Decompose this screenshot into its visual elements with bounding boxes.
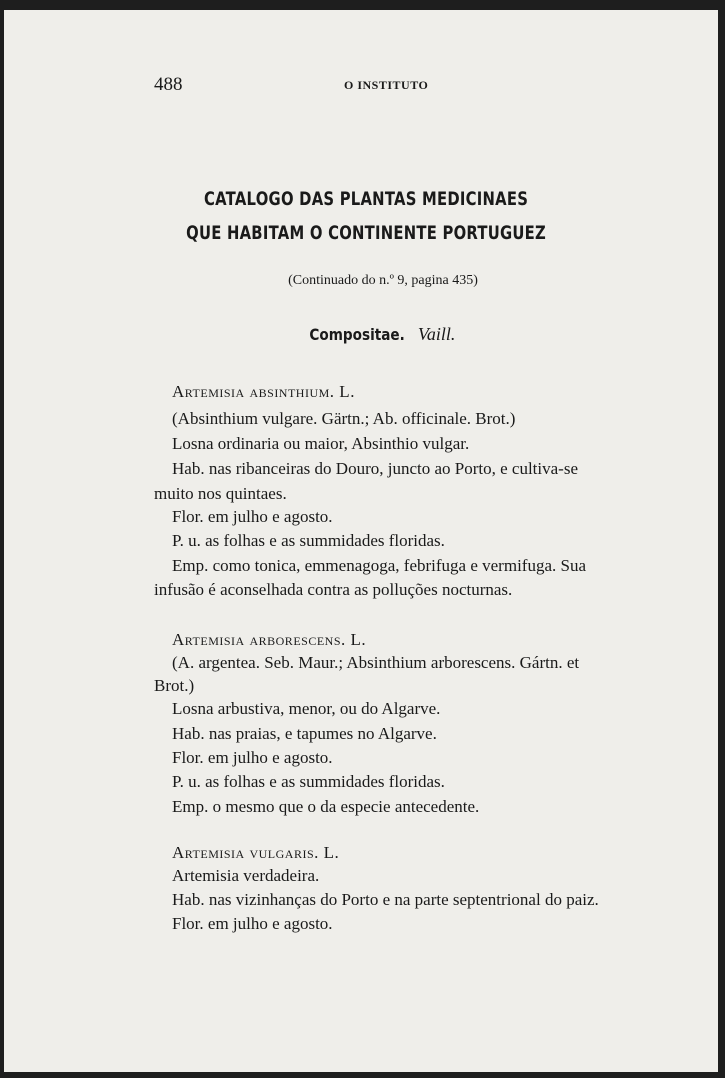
uses-cont: infusão é aconselhada contra as polluções nocturnas. <box>154 580 513 599</box>
parts-used: P. u. as folhas e as summidades floridas. <box>172 531 445 550</box>
continuation-note: (Continuado do n.º 9, pagina 435) <box>288 273 478 288</box>
flowering: Flor. em julho e agosto. <box>172 748 333 767</box>
common-names: Losna ordinaria ou maior, Absinthio vulgar. <box>172 434 470 453</box>
article-title-line-1: CATALOGO DAS PLANTAS MEDICINAES <box>204 188 529 210</box>
species-name: Artemisia arborescens. L. <box>172 630 367 649</box>
scanned-page <box>4 10 718 1072</box>
synonyms-cont: Brot.) <box>154 676 195 695</box>
parts-used: P. u. as folhas e as summidades floridas. <box>172 772 445 791</box>
flowering: Flor. em julho e agosto. <box>172 914 333 933</box>
species-name: Artemisia vulgaris. L. <box>172 843 340 862</box>
habitat: Hab. nas praias, e tapumes no Algarve. <box>172 724 437 743</box>
article-title-line-2: QUE HABITAM O CONTINENTE PORTUGUEZ <box>186 222 547 244</box>
flowering: Flor. em julho e agosto. <box>172 507 333 526</box>
common-names: Artemisia verdadeira. <box>172 866 320 885</box>
family-author: Vaill. <box>417 324 456 344</box>
page-content <box>4 10 718 1072</box>
family-name: Compositae. <box>308 325 405 344</box>
common-names: Losna arbustiva, menor, ou do Algarve. <box>172 699 441 718</box>
habitat: Hab. nas vizinhanças do Porto e na parte septentrional do paiz. <box>172 890 599 909</box>
running-head <box>154 74 654 98</box>
synonyms: (A. argentea. Seb. Maur.; Absinthium arborescens. Gártn. et <box>172 653 580 672</box>
synonyms: (Absinthium vulgare. Gärtn.; Ab. officinale. Brot.) <box>172 409 516 428</box>
uses: Emp. como tonica, emmenagoga, febrifuga e vermifuga. Sua <box>172 556 586 575</box>
family-heading <box>4 324 718 345</box>
uses: Emp. o mesmo que o da especie antecedente. <box>172 797 480 816</box>
habitat-cont: muito nos quintaes. <box>154 484 287 503</box>
page-number: 488 <box>154 74 183 95</box>
journal-name: O INSTITUTO <box>344 78 429 92</box>
habitat: Hab. nas ribanceiras do Douro, juncto ao Porto, e cultiva-se <box>172 459 578 478</box>
species-name: Artemisia absinthium. L. <box>172 382 355 401</box>
